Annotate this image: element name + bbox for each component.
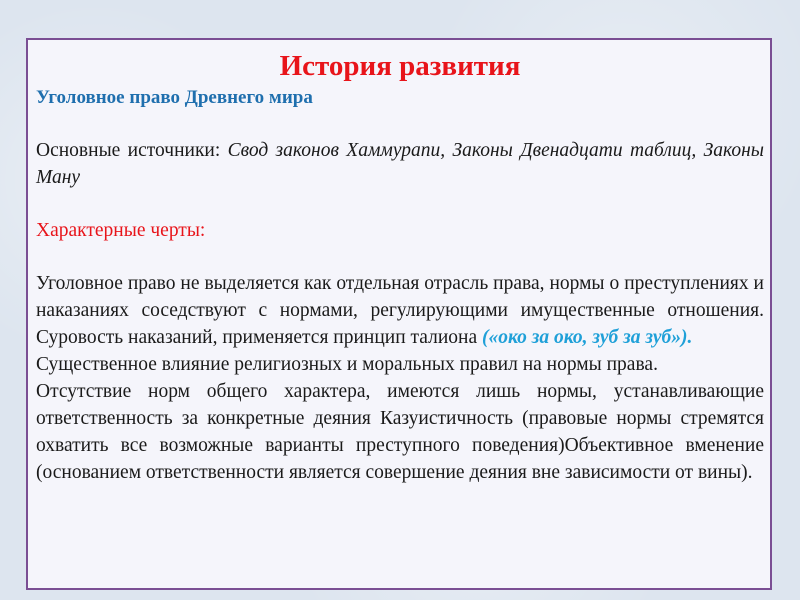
slide-subtitle: Уголовное право Древнего мира bbox=[36, 87, 313, 108]
spacer bbox=[36, 244, 764, 270]
spacer bbox=[36, 111, 764, 137]
slide-frame bbox=[26, 38, 772, 590]
talion-quote: («око за око, зуб за зуб»). bbox=[482, 327, 693, 348]
feature-paragraph-1 bbox=[36, 270, 764, 351]
slide-content bbox=[36, 48, 764, 486]
sources-intro: Основные источники: bbox=[36, 140, 228, 161]
sources-list: Свод законов Хаммурапи, Законы Двенадцати таблиц, Законы Ману bbox=[36, 140, 764, 188]
features-heading: Характерные черты: bbox=[36, 220, 206, 241]
feature-paragraph-2: Существенное влияние религиозных и моральных правил на нормы права. bbox=[36, 354, 658, 375]
feature-paragraph-1-text: Уголовное право не выделяется как отдельная отрасль права, нормы о преступлениях и наказаниях соседствуют с нормами, регулирующими имущественные отношения. Суровость наказаний, применяется принцип талиона bbox=[36, 273, 764, 348]
slide-title: История развития bbox=[279, 50, 521, 82]
sources-paragraph bbox=[36, 137, 764, 191]
spacer bbox=[36, 191, 764, 217]
feature-paragraph-3: Отсутствие норм общего характера, имеются лишь нормы, устанавливающие ответственность за конкретные деяния Казуистичность (правовые нормы стремятся охватить все возможные варианты преступного поведения)Объективное вменение (основанием ответственности является совершение деяния вне зависимости от вины). bbox=[36, 381, 764, 483]
